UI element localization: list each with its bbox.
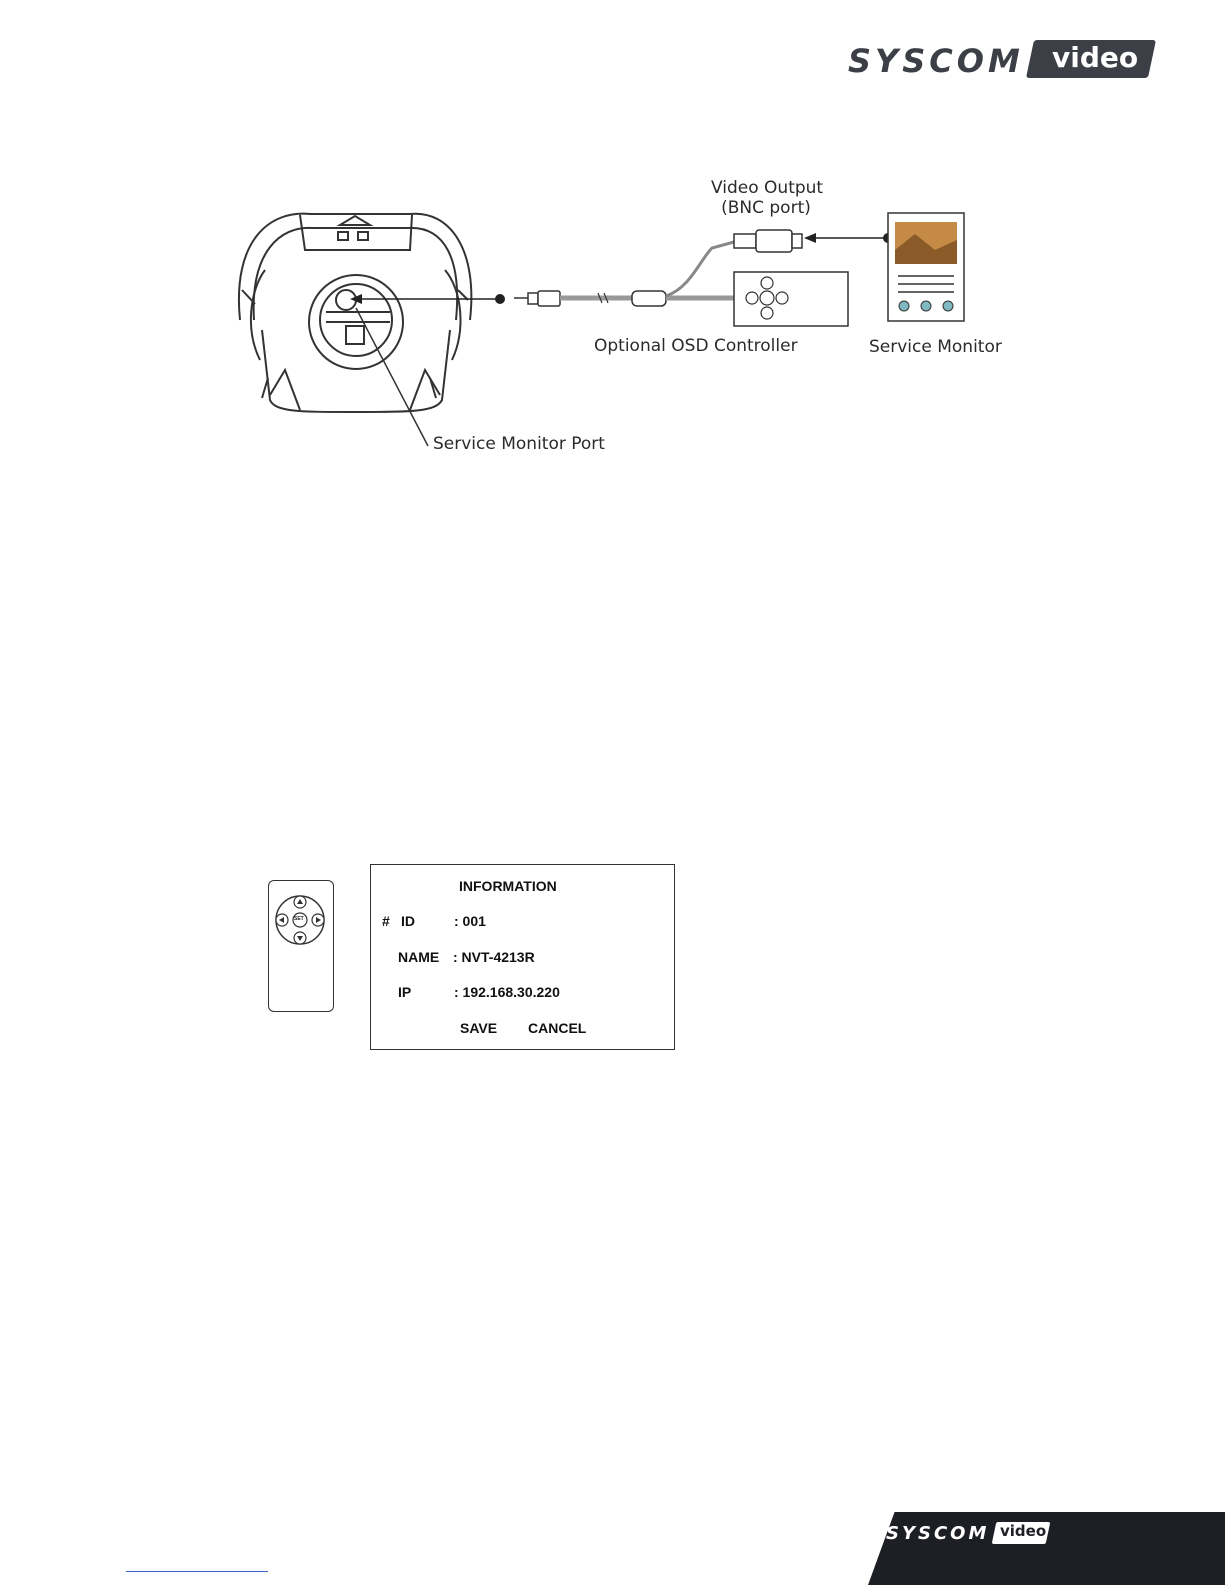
label-osd-controller: Optional OSD Controller	[594, 336, 798, 356]
osd-row-name-key: NAME	[398, 949, 440, 965]
osd-row-id-value[interactable]: : 001	[454, 913, 486, 929]
osd-row-id-key: ID	[401, 913, 415, 929]
remote-set-label: SET	[294, 916, 304, 922]
service-monitor-buttons	[899, 301, 953, 311]
osd-menu-cursor: #	[382, 913, 390, 929]
camera-body	[239, 214, 471, 412]
service-port-leader	[356, 308, 428, 446]
footer-logo-badge-text: video	[1000, 1522, 1047, 1540]
audio-jack	[514, 291, 560, 306]
osd-row-name-value[interactable]: : NVT-4213R	[453, 949, 535, 965]
label-video-output	[711, 178, 824, 218]
cable-splitter	[632, 291, 666, 306]
osd-information-menu	[370, 864, 675, 1050]
osd-menu-title: INFORMATION	[459, 878, 557, 894]
label-video-output-line2: (BNC port)	[721, 198, 811, 218]
osd-cancel-button[interactable]: CANCEL	[528, 1020, 587, 1036]
osd-row-ip-key: IP	[398, 984, 412, 1000]
bnc-arrowhead	[804, 233, 816, 243]
footer-underline-link[interactable]	[126, 1571, 268, 1572]
remote-dpad	[269, 881, 333, 1011]
remote-controller	[268, 880, 334, 1012]
port-dot	[495, 294, 505, 304]
label-service-monitor-port: Service Monitor Port	[433, 434, 605, 454]
label-video-output-line1: Video Output	[711, 178, 824, 198]
osd-save-button[interactable]: SAVE	[460, 1020, 498, 1036]
label-service-monitor: Service Monitor	[869, 337, 1002, 357]
bnc-connector	[734, 230, 802, 252]
header-logo-badge-text: video	[1052, 41, 1139, 74]
osd-row-ip-value[interactable]: : 192.168.30.220	[454, 984, 560, 1000]
footer-logo	[886, 1520, 1056, 1548]
footer-logo-word: SYSCOM	[886, 1523, 990, 1544]
connection-diagram	[0, 0, 1225, 480]
header-logo-word: SYSCOM	[848, 42, 1024, 80]
